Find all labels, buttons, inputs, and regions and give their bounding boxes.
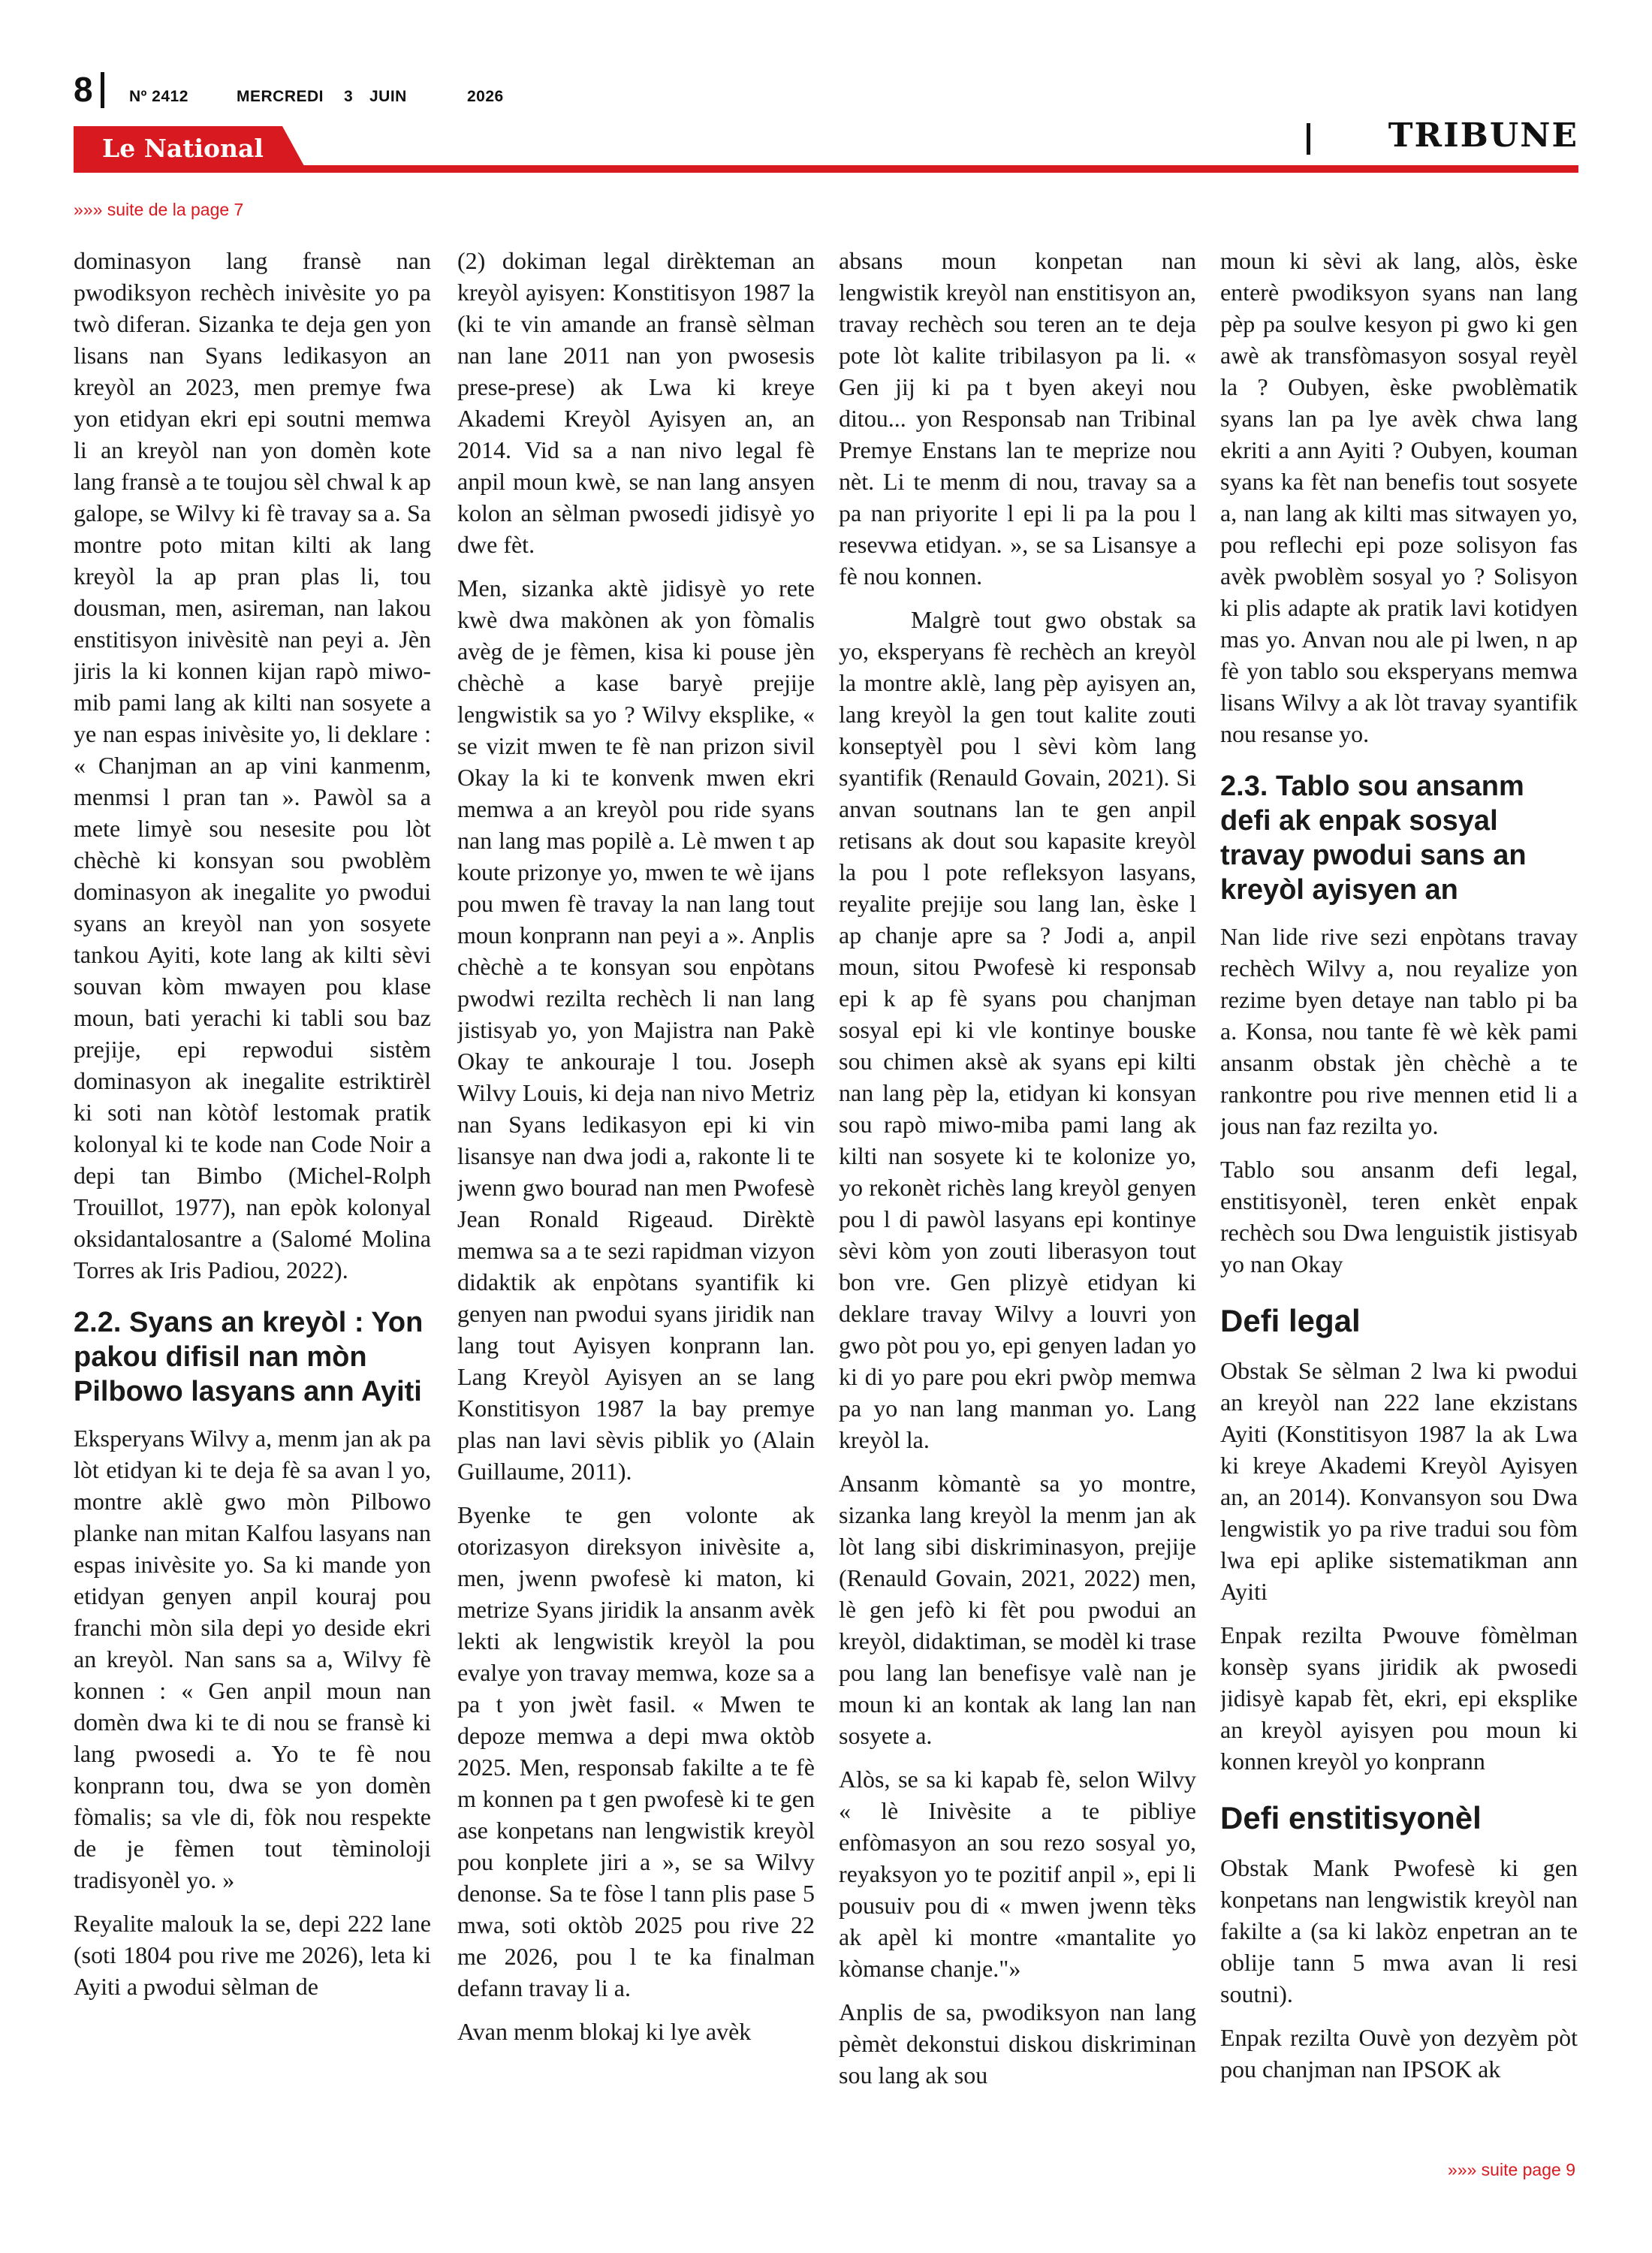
- newspaper-logo: [74, 126, 308, 173]
- article-paragraph: Obstak Mank Pwofesè ki gen konpetans nan lengwistik kreyòl nan fakilte a (sa ki lakòz enpetran an te oblije tann 5 mwa avan li resi soutni).: [1220, 1854, 1578, 2007]
- article-paragraph: Enpak rezilta Ouvè yon dezyèm pòt pou chanjman nan IPSOK ak: [1220, 2024, 1578, 2083]
- article-paragraph: Reyalite malouk la se, depi 222 lane (soti 1804 pou rive me 2026), leta ki Ayiti a pwodui sèlman de: [74, 1910, 431, 2000]
- article-paragraph: absans moun konpetan nan lengwistik kreyòl nan enstitisyon an, travay rechèch sou teren an te deja pote lòt kalite tribilasyon pa li. « Gen jij ki pa t byen akeyi nou ditou... yon Responsab nan Tribinal Premye Enstans lan te meprize nou nèt. Li te menm di nou, travay sa a pa nan priyorite l epi li pa la pou l resevwa etidyan. », se sa Lisansye a fè nou konnen.: [839, 247, 1196, 590]
- article-paragraph: Eksperyans Wilvy a, menm jan ak pa lòt etidyan ki te deja fè sa avan l yo, montre aklè gwo mòn Pilbowo planke nan mitan Kalfou lasyans nan espas inivèsite yo. Sa ki mande yon etidyan genyen anpil kouraj pou franchi mòn sila depi yo deside ekri an kreyòl. Nan sans sa a, Wilvy fè konnen : « Gen anpil moun nan domèn dwa ki te di nou se fransè ki lang pwosedi a. Yo te fè nou konprann tou, dwa se yon domèn fòmalis; sa vle di, fòk nou respekte de je fèmen tout tèminoloji tradisyonèl yo. »: [74, 1425, 431, 1893]
- article-paragraph: dominasyon lang fransè nan pwodiksyon rechèch inivèsite yo pa twò diferan. Sizanka te deja gen yon lisans nan Syans ledikasyon an kreyòl an 2023, men premye fwa yon etidyan ekri epi soutni memwa li an kreyòl nan yon domèn kote lang fransè a te toujou sèl chwal k ap galope, se Wilvy ki fè travay sa a. Sa montre poto mitan kilti ak lang kreyòl la ap pran plas li, tou dousman, men, asireman, nan lakou enstitisyon inivèsitè nan peyi a. Jèn jiris la ki konnen kijan rapò miwo-mib pami lang ak kilti nan sosyete a ye nan espas inivèsite yo, li deklare : « Chanjman an ap vini kanmenm, menmsi l pran tan ». Pawòl sa a mete limyè sou nesesite pou lòt chèchè ki konsyan sou pwoblèm dominasyon ak inegalite yo pwodui syans an kreyòl nan yon sosyete tankou Ayiti, kote lang ak kilti sèvi souvan kòm mwayen pou klase moun, bati yerachi ki tabli sou baz prejije, epi repwodui sistèm dominasyon ak inegalite estriktirèl ki soti nan kòtòf lestomak pratik kolonyal ki te kode nan Code Noir a depi tan Bimbo (Michel-Rolph Trouillot, 1977), nan epòk kolonyal oksidantalosantre a (Salomé Molina Torres ak Iris Padiou, 2022).: [74, 247, 431, 1283]
- header-divider: [101, 72, 104, 108]
- issue-number: Nº 2412: [129, 88, 188, 105]
- article-column-4: [1220, 245, 1578, 2152]
- section-heading: 2.2. Syans an kreyòl : Yon pakou difisil nan mòn Pilbowo lasyans ann Ayiti: [74, 1307, 424, 1407]
- article-column-2: [457, 245, 815, 2152]
- article-paragraph: Enpak rezilta Pwouve fòmèlman konsèp syans jiridik ak pwosedi jidisyè kapab fèt, ekri, epi eksplike an kreyòl ayisyen pou moun ki konnen kreyòl yo konprann: [1220, 1621, 1578, 1775]
- date-year: 2026: [467, 88, 504, 105]
- logo-text: Le National: [102, 134, 264, 163]
- section-heading: Defi legal: [1220, 1303, 1361, 1338]
- article-paragraph: Malgrè tout gwo obstak sa yo, eksperyans fè rechèch an kreyòl la montre aklè, lang pèp ayisyen an, lang kreyòl la gen tout kalite zouti konseptyèl pou l sèvi kòm lang syantifik (Renauld Govain, 2021). Si anvan soutnans lan te gen anpil retisans ak dout sou kapasite kreyòl la pou l pote refleksyon lasyans, reyalite prejije sou lang lan, èske l ap chanje apre sa ? Jodi a, anpil moun, sitou Pwofesè ki responsab epi k ap fè syans pou chanjman sosyal epi ki vle kontinye bouske sou chimen aksè ak syans epi kilti nan lang pèp la, etidyan ki konsyan sou rapò miwo-miba pami lang ak kilti nan sosyete ki te kolonize yo, yo rekonèt richès lang kreyòl genyen pou l di pawòl lasyans epi kontinye sèvi kòm yon zouti liberasyon tout bon vre. Gen plizyè etidyan ki deklare travay Wilvy a louvri yon gwo pòt pou yo, epi genyen ladan yo ki di yo pare pou ekri pwòp memwa pa yo nan lang manman yo. Lang kreyòl la.: [839, 606, 1196, 1453]
- date-weekday: MERCREDI: [237, 88, 324, 105]
- article-column-1: [74, 245, 431, 2152]
- section-divider: [1307, 123, 1310, 155]
- article-paragraph: (2) dokiman legal dirèkteman an kreyòl ayisyen: Konstitisyon 1987 la (ki te vin amande an fransè sèlman nan lane 2011 nan yon pwosesis prese-prese) ak Lwa ki kreye Akademi Kreyòl Ayisyen an, an 2014. Vid sa a nan nivo legal fè anpil moun kwè, se nan lang ansyen kolon an sèlman pwosedi jidisyè yo dwe fèt.: [457, 247, 815, 558]
- article-paragraph: Alòs, se sa ki kapab fè, selon Wilvy « lè Inivèsite a te pibliye enfòmasyon an sou rezo sosyal yo, reyaksyon yo te pozitif anpil », epi li pousuiv pou di « mwen jwenn tèks ak apèl ki montre «mantalite yo kòmanse chanje."»: [839, 1766, 1196, 1982]
- date-month: JUIN: [369, 88, 407, 105]
- date-day: 3: [344, 88, 354, 105]
- article-paragraph: moun ki sèvi ak lang, alòs, èske enterè pwodiksyon syans nan lang pèp pa soulve kesyon pi gwo ki gen awè ak transfòmasyon sosyal reyèl la ? Oubyen, èske pwoblèmatik syans lan pa lye avèk chwa lang ekriti a ann Ayiti ? Oubyen, kouman syans ka fèt nan benefis tout sosyete a, nan lang ak kilti mas sitwayen yo, pou reflechi epi poze solisyon fas avèk pwoblèm sosyal yo ? Solisyon ki plis adapte ak pratik lavi kotidyen mas yo. Anvan nou ale pi lwen, n ap fè yon tablo sou eksperyans memwa lisans Wilvy a ak lòt travay syantifik nou resanse yo.: [1220, 247, 1578, 747]
- article-column-3: [839, 245, 1196, 2152]
- article-paragraph: Nan lide rive sezi enpòtans travay rechèch Wilvy a, nou reyalize yon rezime byen detaye nan tablo pi ba a. Konsa, nou tante fè wè kèk pami ansanm obstak jèn chèchè a te rankontre pou rive mennen etid li a jous nan faz rezilta yo.: [1220, 923, 1578, 1139]
- section-title: TRIBUNE: [1388, 116, 1578, 155]
- article-paragraph: Men, sizanka aktè jidisyè yo rete kwè dwa makònen ak yon fòmalis avèg de je fèmen, kisa ki pouse jèn chèchè a kase baryè prejije lengwistik sa yo ? Wilvy eksplike, « se vizit mwen te fè nan prizon sivil Okay la ki te konvenk mwen ekri memwa a an kreyòl pou ride syans nan lang mas popilè a. Lè mwen t ap koute prizonye yo, mwen te wè ijans pou mwen fè travay la nan lang tout moun konprann nan peyi a ». Anplis chèchè a te konsyan sou enpòtans pwodwi rezilta rechèch li nan lang jistisyab yo, yon Majistra nan Pakè Okay te ankouraje l tou. Joseph Wilvy Louis, ki deja nan nivo Metriz nan Syans ledikasyon epi ki vin lisansye nan dwa jodi a, rakonte li te jwenn gwo bourad nan men Pwofesè Jean Ronald Rigeaud. Dirèktè memwa sa a te sezi rapidman vizyon didaktik ak enpòtans syantifik ki genyen nan pwodui syans jiridik nan lang tout Ayisyen konprann lan. Lang Kreyòl Ayisyen an se lang Konstitisyon 1987 la bay premye plas nan lavi sèvis piblik yo (Alain Guillaume, 2011).: [457, 575, 815, 1485]
- article-paragraph: Avan menm blokaj ki lye avèk: [457, 2018, 752, 2045]
- continued-to-link[interactable]: »»» suite page 9: [1447, 2160, 1575, 2179]
- article-paragraph: Ansanm kòmantè sa yo montre, sizanka lang kreyòl la menm jan ak lòt lang sibi diskriminasyon, prejije (Renauld Govain, 2021, 2022) men, lè gen jefò ki fèt pou pwodui an kreyòl, didaktiman, se modèl ki trase pou lang lan benefisye valè nan je moun ki an kontak ak lang lan nan sosyete a.: [839, 1470, 1196, 1749]
- section-heading: 2.3. Tablo sou ansanm defi ak enpak sosyal travay pwodui sans an kreyòl ayisyen an: [1220, 771, 1527, 906]
- page-number: 8: [74, 70, 93, 109]
- article-paragraph: Obstak Se sèlman 2 lwa ki pwodui an kreyòl nan 222 lane ekzistans Ayiti (Konstitisyon 1987 la ak Lwa ki kreye Akademi Kreyòl Ayisyen an, an 2014). Konvansyon sou Dwa lengwistik yo pa rive tradui sou fòm lwa epi aplike sistematikman ann Ayiti: [1220, 1357, 1578, 1605]
- section-heading: Defi enstitisyonèl: [1220, 1800, 1482, 1835]
- continued-from-link[interactable]: »»» suite de la page 7: [74, 200, 244, 219]
- article-paragraph: Byenke te gen volonte ak otorizasyon direksyon inivèsite a, men, jwenn pwofesè ki maton, ki metrize Syans jiridik la ansanm avèk lekti ak lengwistik kreyòl la pou evalye yon travay memwa, koze sa a pa t yon jwèt fasil. « Mwen te depoze memwa a depi mwa oktòb 2025. Men, responsab fakilte a te fè m konnen pa t gen pwofesè ki te gen ase konpetans nan lengwistik kreyòl pou konplete jiri a », se sa Wilvy denonse. Sa te fòse l tann plis pase 5 mwa, soti oktòb 2025 pou rive 22 me 2026, pou l te ka finalman defann travay li a.: [457, 1501, 815, 2001]
- article-paragraph: Tablo sou ansanm defi legal, enstitisyonèl, teren enkèt enpak rechèch sou Dwa lenguistik jistisyab yo nan Okay: [1220, 1156, 1578, 1277]
- article-paragraph: Anplis de sa, pwodiksyon nan lang pèmèt dekonstui diskou diskriminan sou lang ak sou: [839, 1998, 1196, 2089]
